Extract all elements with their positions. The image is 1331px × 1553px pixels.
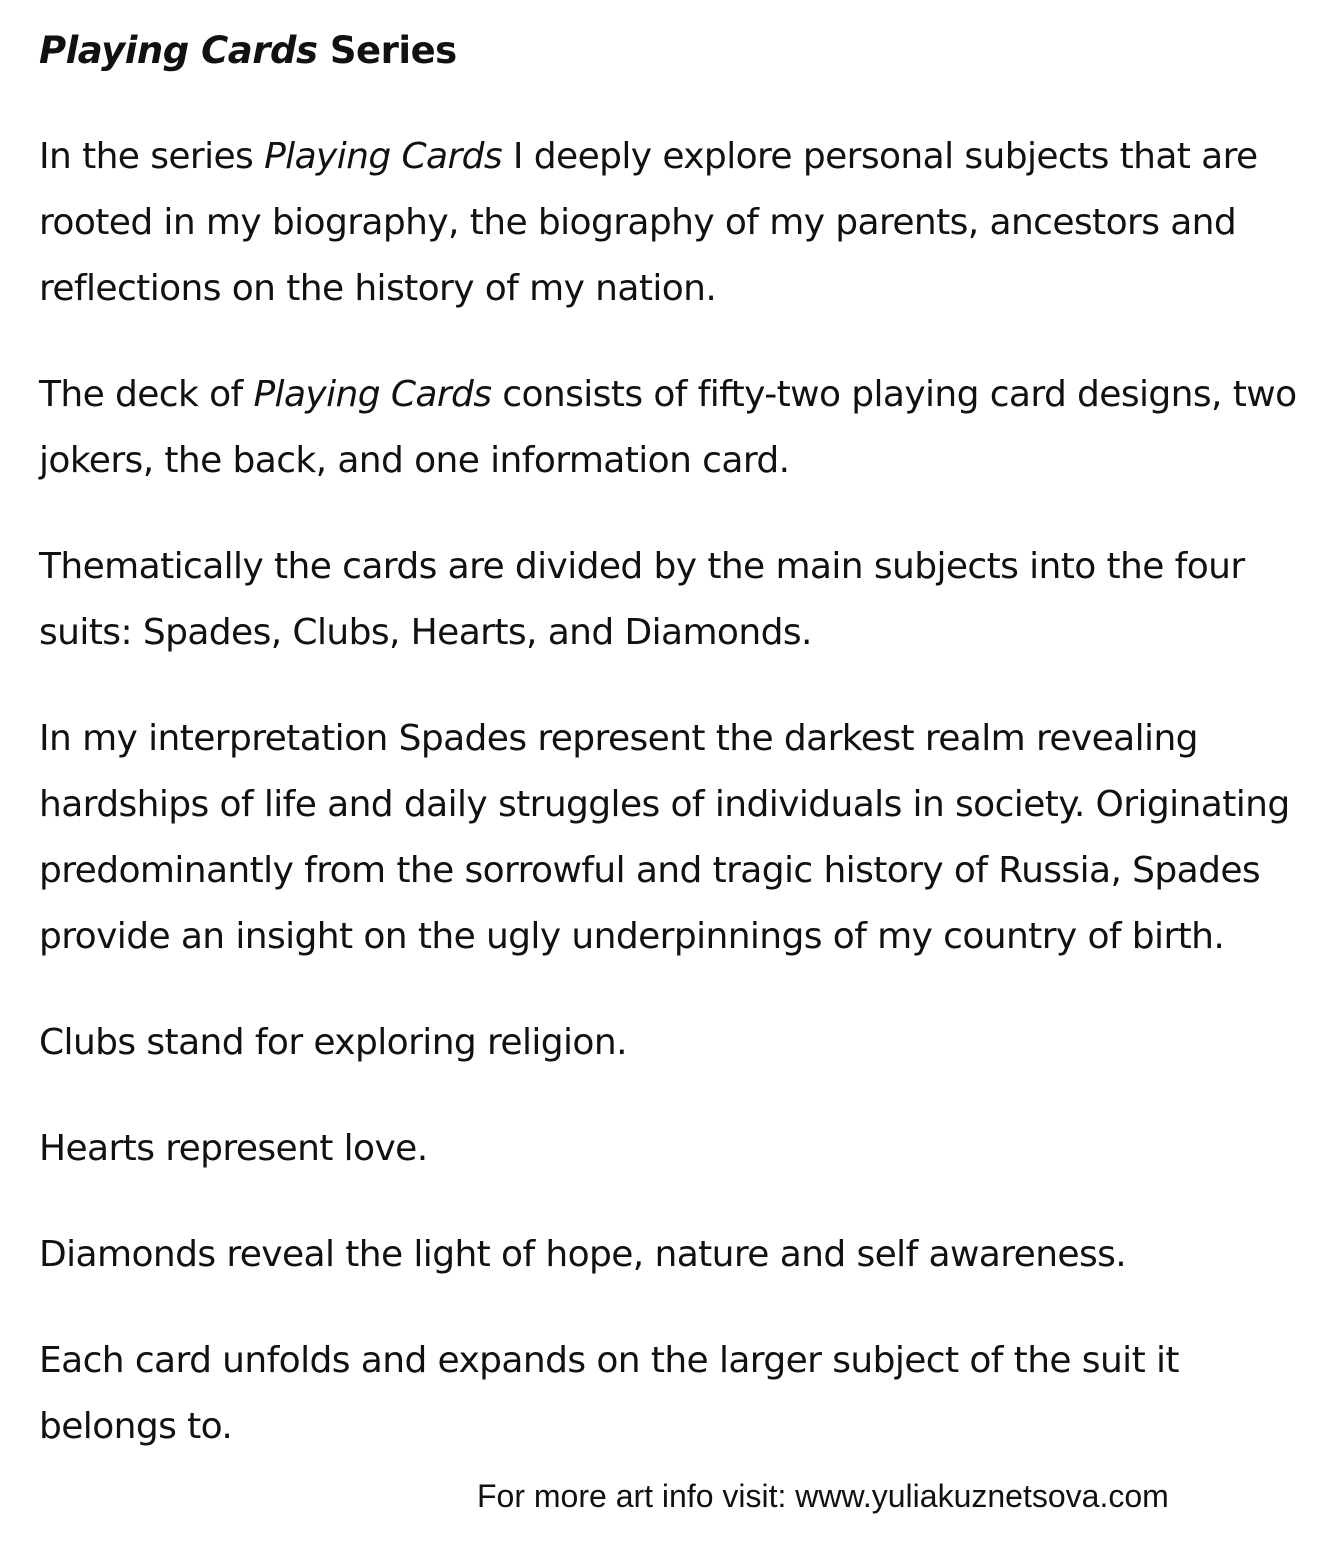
document-title <box>39 26 1314 76</box>
paragraph-deck-text-1: The deck of <box>39 374 254 415</box>
paragraph-intro <box>39 124 1314 322</box>
paragraph-intro-text-1: In the series <box>39 136 265 177</box>
footer-website-note: For more art info visit: www.yuliakuznetsova.com <box>477 1478 1169 1514</box>
document-body <box>39 26 1314 1460</box>
paragraph-intro-text-2: I deeply explore personal subjects that are rooted in my biography, the biography of my parents, ancestors and reflections on the history of my nation. <box>39 136 1258 309</box>
paragraph-diamonds: Diamonds reveal the light of hope, nature and self awareness. <box>39 1234 1127 1275</box>
paragraph-spades: In my interpretation Spades represent the darkest realm revealing hardships of life and daily struggles of individuals in society. Originating predominantly from the sorrowful and tragic history of Russia, Spades provide an insight on the ugly underpinnings of my country of birth. <box>39 718 1290 957</box>
paragraph-deck-text-2: consists of fifty-two playing card designs, two jokers, the back, and one information card. <box>39 374 1297 481</box>
paragraph-intro-italic: Playing Cards <box>264 136 503 177</box>
title-italic: Playing Cards <box>39 29 318 72</box>
paragraph-hearts: Hearts represent love. <box>39 1128 428 1169</box>
paragraph-deck <box>39 362 1314 494</box>
title-rest: Series <box>317 29 457 72</box>
paragraph-deck-italic: Playing Cards <box>253 374 492 415</box>
paragraph-clubs: Clubs stand for exploring religion. <box>39 1022 627 1063</box>
paragraph-each-card: Each card unfolds and expands on the larger subject of the suit it belongs to. <box>39 1340 1179 1447</box>
paragraph-suits: Thematically the cards are divided by the main subjects into the four suits: Spades, Clubs, Hearts, and Diamonds. <box>39 546 1245 653</box>
